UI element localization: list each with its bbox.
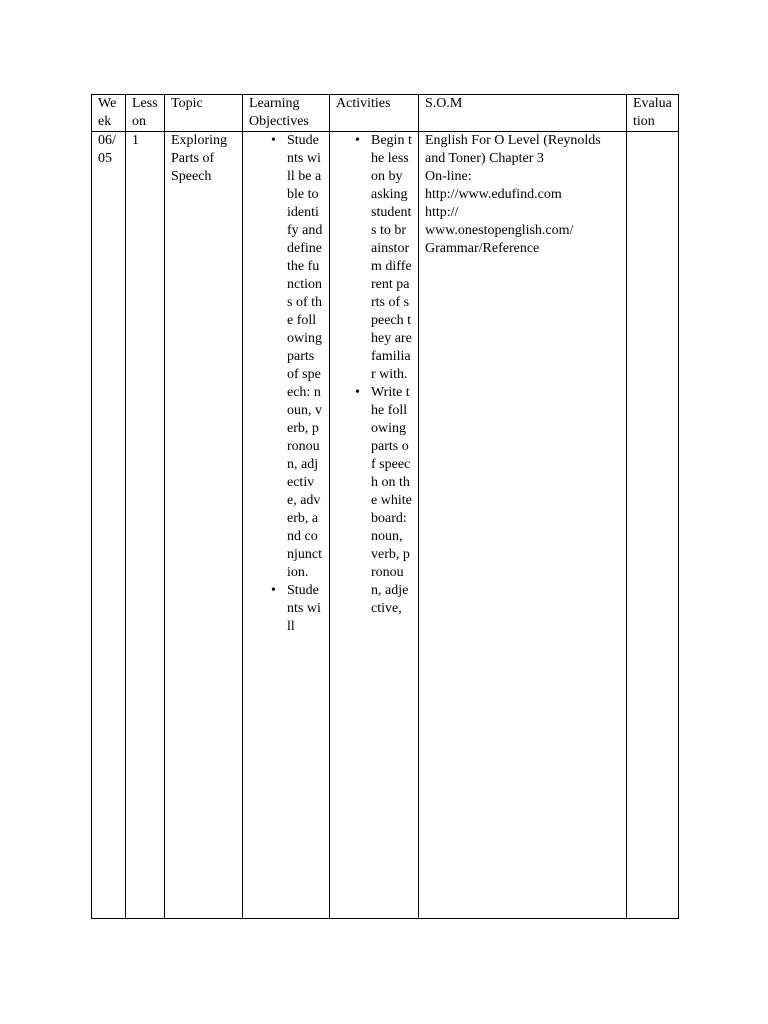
cell-evaluation bbox=[627, 132, 679, 919]
header-evaluation: Evaluation bbox=[627, 95, 679, 132]
table-row bbox=[92, 132, 679, 919]
header-week: Week bbox=[92, 95, 126, 132]
cell-learning-objectives bbox=[243, 132, 330, 919]
cell-activities bbox=[330, 132, 419, 919]
som-link[interactable]: http:// bbox=[425, 205, 459, 220]
som-line: On-line: bbox=[425, 169, 472, 184]
som-line: English For O Level (Reynolds and Toner) Chapter 3 bbox=[425, 133, 601, 166]
cell-topic: Exploring Parts of Speech bbox=[165, 132, 243, 919]
activity-item: • Write the following parts of speech on the whiteboard: noun, verb, pronoun, adjective, bbox=[336, 384, 412, 618]
som-link[interactable]: http://www.edufind.com bbox=[425, 187, 562, 202]
header-lesson: Lesson bbox=[126, 95, 165, 132]
header-row bbox=[92, 95, 679, 132]
objective-item: • Students will bbox=[249, 582, 323, 636]
cell-week: 06/05 bbox=[92, 132, 126, 919]
activities-list bbox=[336, 132, 412, 618]
som-link[interactable]: www.onestopenglish.com/ bbox=[425, 223, 574, 238]
header-activities: Activities bbox=[330, 95, 419, 132]
cell-som bbox=[419, 132, 627, 919]
objective-item: • Students will be able to identify and define the functions of the following parts of speech: noun, verb, pronoun, adjective, adverb, and conjunction. bbox=[249, 132, 323, 582]
cell-lesson: 1 bbox=[126, 132, 165, 919]
lesson-plan-table bbox=[91, 94, 679, 919]
header-topic: Topic bbox=[165, 95, 243, 132]
header-learning-objectives: Learning Objectives bbox=[243, 95, 330, 132]
activity-item: • Begin the lesson by asking students to brainstorm different parts of speech they are familiar with. bbox=[336, 132, 412, 384]
som-link[interactable]: Grammar/Reference bbox=[425, 241, 540, 256]
objectives-list bbox=[249, 132, 323, 636]
header-som: S.O.M bbox=[419, 95, 627, 132]
